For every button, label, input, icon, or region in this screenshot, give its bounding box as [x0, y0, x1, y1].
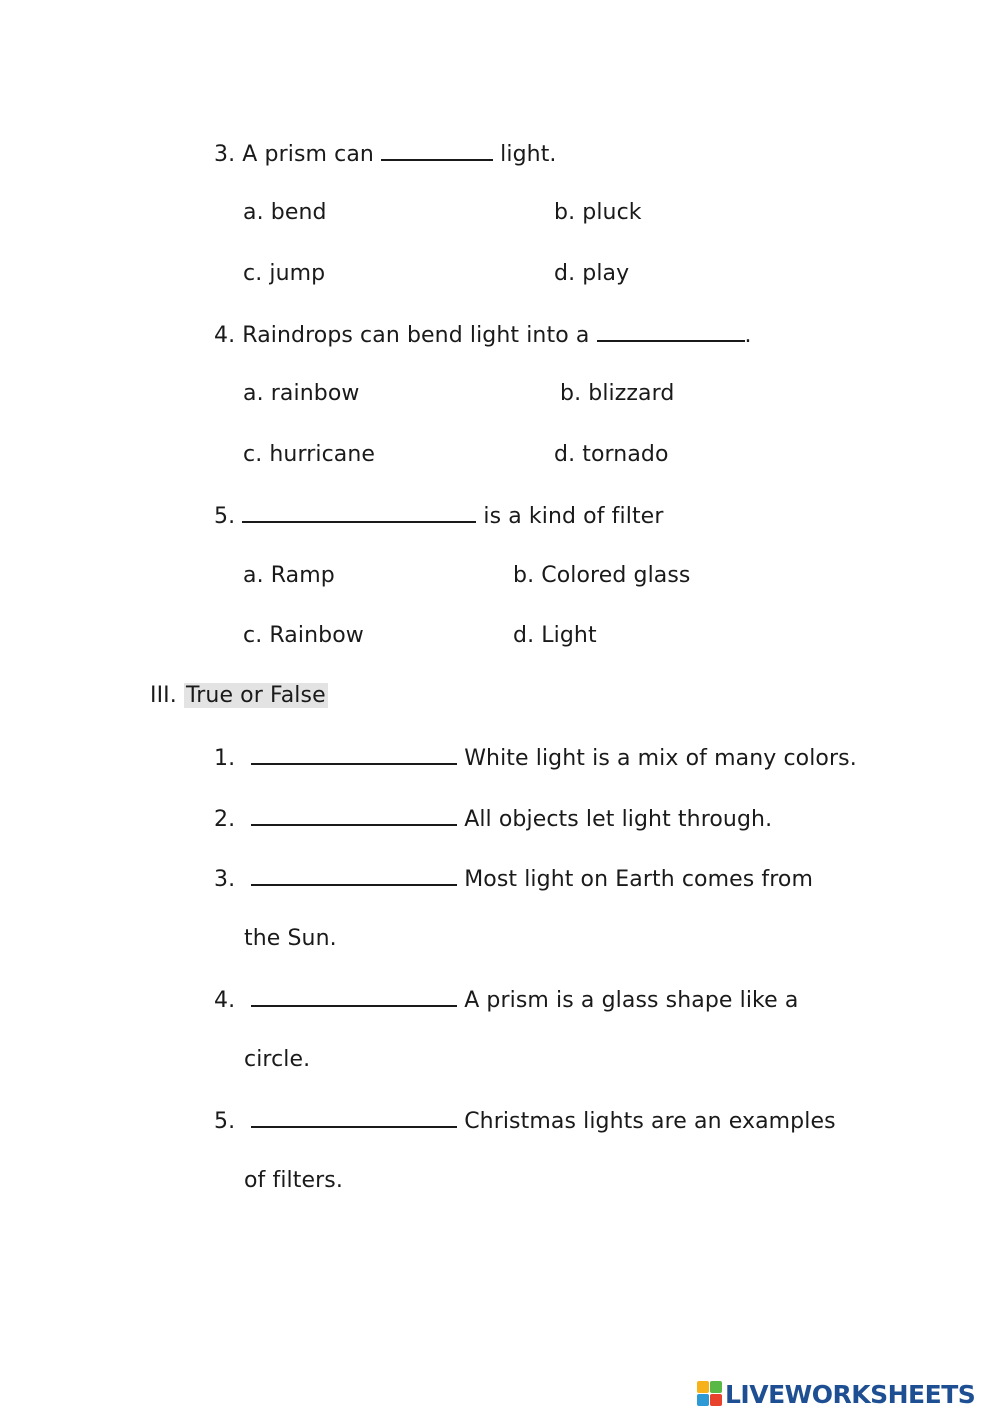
question-stem-after: light. [500, 142, 557, 167]
tf-statement: Christmas lights are an examples [464, 1109, 836, 1134]
q4-option-a: a. rainbow [243, 381, 360, 406]
tf-item-2 [214, 804, 772, 834]
tf-item-5-continuation: of filters. [244, 1168, 343, 1193]
tf-item-4 [214, 985, 798, 1015]
answer-blank[interactable] [381, 139, 493, 161]
tf-answer-blank[interactable] [251, 864, 457, 886]
q3-option-c: c. jump [243, 261, 326, 286]
section-numeral: III. [150, 683, 177, 708]
tf-number: 4. [214, 988, 236, 1013]
question-stem-after: is a kind of filter [483, 504, 664, 529]
q3-option-a: a. bend [243, 200, 327, 225]
liveworksheets-logo [697, 1376, 997, 1412]
question-stem-before: A prism can [242, 142, 374, 167]
question-number: 5. [214, 504, 236, 529]
answer-blank[interactable] [597, 320, 745, 342]
tf-number: 2. [214, 807, 236, 832]
question-3-stem [214, 139, 557, 169]
liveworksheets-icon [697, 1381, 723, 1407]
tf-answer-blank[interactable] [251, 804, 457, 826]
tf-number: 3. [214, 867, 236, 892]
section-heading [150, 682, 328, 710]
tf-statement: White light is a mix of many colors. [464, 746, 857, 771]
q3-option-d: d. play [554, 261, 630, 286]
q3-option-b: b. pluck [554, 200, 642, 225]
tf-item-3 [214, 864, 813, 894]
tf-item-1 [214, 743, 857, 773]
section-title: True or False [185, 683, 326, 708]
tf-statement: A prism is a glass shape like a [464, 988, 799, 1013]
tf-answer-blank[interactable] [251, 985, 457, 1007]
tf-item-5 [214, 1106, 836, 1136]
q5-option-c: c. Rainbow [243, 623, 364, 648]
tf-number: 5. [214, 1109, 236, 1134]
tf-number: 1. [214, 746, 236, 771]
question-number: 3. [214, 142, 236, 167]
tf-statement: Most light on Earth comes from [464, 867, 814, 892]
liveworksheets-wordmark: LIVEWORKSHEETS [725, 1379, 976, 1409]
tf-answer-blank[interactable] [251, 1106, 457, 1128]
q4-option-b: b. blizzard [560, 381, 675, 406]
question-stem-after: . [744, 323, 752, 348]
question-4-stem [214, 320, 752, 350]
q4-option-d: d. tornado [554, 442, 669, 467]
q4-option-c: c. hurricane [243, 442, 376, 467]
question-stem-before: Raindrops can bend light into a [242, 323, 590, 348]
q5-option-d: d. Light [513, 623, 597, 648]
q5-option-b: b. Colored glass [513, 563, 691, 588]
question-5-stem [214, 501, 663, 531]
answer-blank[interactable] [242, 501, 476, 523]
question-number: 4. [214, 323, 236, 348]
tf-item-4-continuation: circle. [244, 1047, 311, 1072]
tf-statement: All objects let light through. [464, 807, 773, 832]
q5-option-a: a. Ramp [243, 563, 335, 588]
tf-answer-blank[interactable] [251, 743, 457, 765]
tf-item-3-continuation: the Sun. [244, 926, 337, 951]
